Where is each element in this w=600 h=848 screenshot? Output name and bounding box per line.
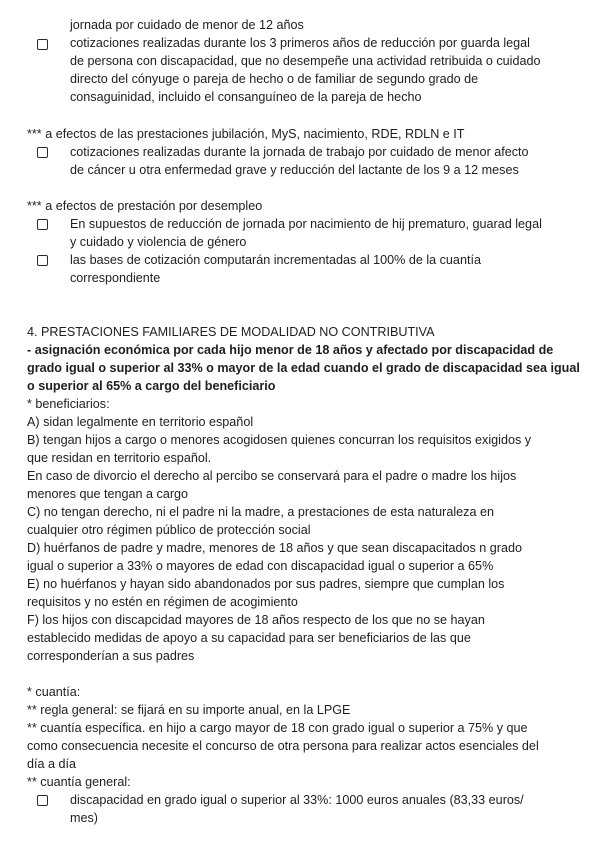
- list-item-line: cotizaciones realizadas durante la jornada de trabajo por cuidado de menor afecto: [70, 145, 529, 159]
- list-continuation: jornada por cuidado de menor de 12 años: [70, 18, 304, 32]
- list-item-line: de persona con discapacidad, que no desempeñe una actividad retribuida o cuidado: [70, 54, 541, 68]
- text-line: requisitos y no estén en régimen de acogimiento: [27, 595, 298, 609]
- list-item-line: discapacidad en grado igual o superior al 33%: 1000 euros anuales (83,33 euros/: [70, 793, 524, 807]
- checkbox[interactable]: [37, 795, 48, 806]
- text-line: ** regla general: se fijará en su importe anual, en la LPGE: [27, 703, 351, 717]
- checkbox[interactable]: [37, 147, 48, 158]
- text-line: En caso de divorcio el derecho al percibo se conservará para el padre o madre los hijos: [27, 469, 517, 483]
- text-line: ** cuantía específica. en hijo a cargo mayor de 18 con grado igual o superior a 75% y que: [27, 721, 528, 735]
- text-line: * beneficiarios:: [27, 397, 110, 411]
- text-line: corresponderían a sus padres: [27, 649, 195, 663]
- list-item-line: cotizaciones realizadas durante los 3 primeros años de reducción por guarda legal: [70, 36, 530, 50]
- checkbox[interactable]: [37, 39, 48, 50]
- text-line: cualquier otro régimen público de protección social: [27, 523, 311, 537]
- text-line: que residan en territorio español.: [27, 451, 212, 465]
- checkbox[interactable]: [37, 255, 48, 266]
- text-line: ** cuantía general:: [27, 775, 131, 789]
- list-item-line: y cuidado y violencia de género: [70, 235, 247, 249]
- text-line: menores que tengan a cargo: [27, 487, 189, 501]
- text-line: día a día: [27, 757, 77, 771]
- text-line: C) no tengan derecho, ni el padre ni la madre, a prestaciones de esta naturaleza en: [27, 505, 494, 519]
- text-line: A) sidan legalmente en territorio español: [27, 415, 254, 429]
- list-item-line: consaguinidad, incluido el consanguíneo de la pareja de hecho: [70, 90, 422, 104]
- list-item-line: de cáncer u otra enfermedad grave y reducción del lactante de los 9 a 12 meses: [70, 163, 519, 177]
- list-item-line: mes): [70, 811, 98, 825]
- text-line: F) los hijos con discapcidad mayores de 18 años respecto de los que no se hayan: [27, 613, 485, 627]
- list-item-line: correspondiente: [70, 271, 161, 285]
- checkbox[interactable]: [37, 219, 48, 230]
- bold-line: - asignación económica por cada hijo menor de 18 años y afectado por discapacidad de: [27, 343, 554, 357]
- section-heading: *** a efectos de las prestaciones jubilación, MyS, nacimiento, RDE, RDLN e IT: [27, 127, 465, 141]
- text-line: E) no huérfanos y hayan sido abandonados por sus padres, siempre que cumplan los: [27, 577, 505, 591]
- text-line: D) huérfanos de padre y madre, menores de 18 años y que sean discapacitados n grado: [27, 541, 522, 555]
- list-item-line: las bases de cotización computarán incrementadas al 100% de la cuantía: [70, 253, 481, 267]
- text-line: B) tengan hijos a cargo o menores acogidosen quienes concurran los requisitos exigidos y: [27, 433, 532, 447]
- text-line: como consecuencia necesite el concurso de otra persona para realizar actos esenciales del: [27, 739, 539, 753]
- section-heading: *** a efectos de prestación por desempleo: [27, 199, 263, 213]
- text-line: igual o superior a 33% o mayores de edad con discapacidad igual o superior a 65%: [27, 559, 494, 573]
- section-title: 4. PRESTACIONES FAMILIARES DE MODALIDAD NO CONTRIBUTIVA: [27, 325, 435, 339]
- text-line: establecido medidas de apoyo a su capacidad para ser beneficiarios de las que: [27, 631, 471, 645]
- text-line: * cuantía:: [27, 685, 81, 699]
- list-item-line: directo del cónyuge o pareja de hecho o de familiar de segundo grado de: [70, 72, 479, 86]
- list-item-line: En supuestos de reducción de jornada por nacimiento de hij prematuro, guarad legal: [70, 217, 542, 231]
- bold-line: grado igual o superior al 33% o mayor de la edad cuando el grado de discapacidad sea igual: [27, 361, 580, 375]
- bold-line: o superior al 65% a cargo del beneficiario: [27, 379, 276, 393]
